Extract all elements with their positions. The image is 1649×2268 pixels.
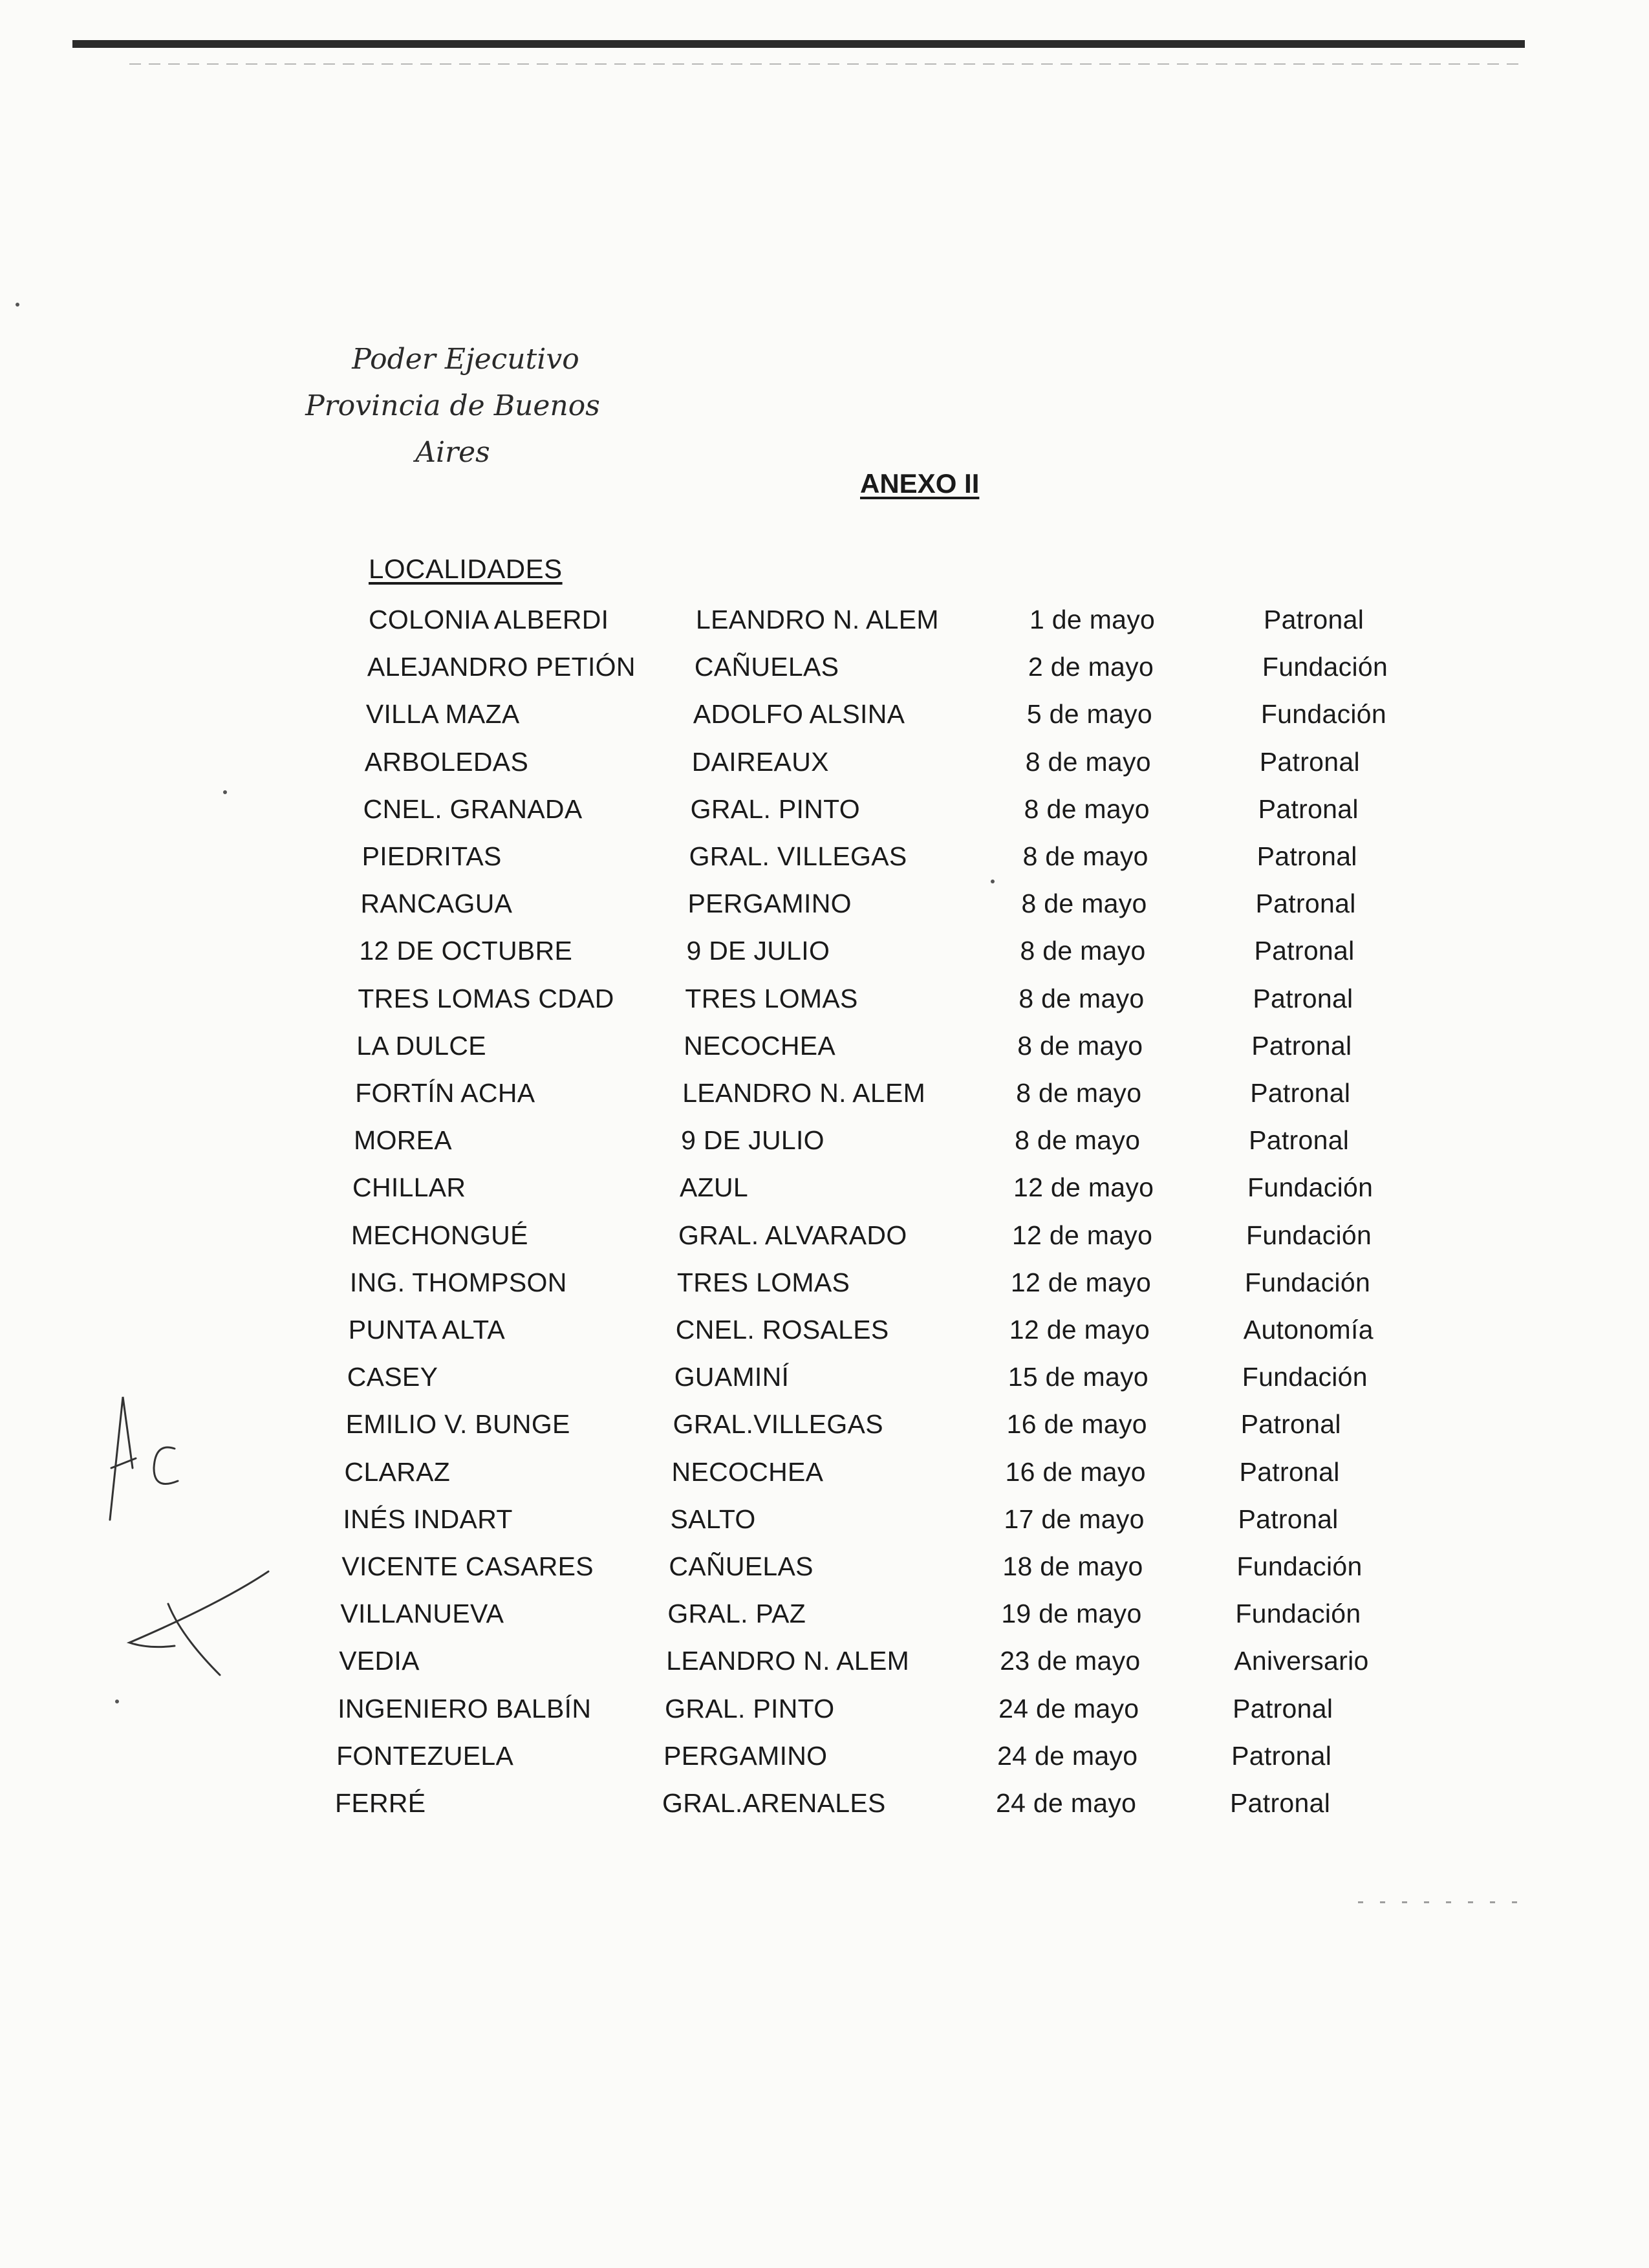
partido-cell: LEANDRO N. ALEM: [666, 1646, 910, 1676]
letterhead-line-1: Poder Ejecutivo: [352, 343, 579, 376]
localidad-cell: RANCAGUA: [360, 889, 513, 919]
motivo-cell: Patronal: [1250, 1078, 1351, 1108]
fecha-cell: 24 de mayo: [998, 1693, 1139, 1723]
table-row: [356, 1031, 1456, 1070]
motivo-cell: Fundación: [1236, 1551, 1363, 1581]
motivo-cell: Fundación: [1260, 699, 1386, 729]
fecha-cell: 8 de mayo: [1021, 889, 1147, 919]
localidad-cell: 12 DE OCTUBRE: [359, 936, 573, 966]
motivo-cell: Patronal: [1231, 1740, 1332, 1771]
fecha-cell: 12 de mayo: [1009, 1315, 1150, 1345]
motivo-cell: Patronal: [1239, 1456, 1340, 1487]
table-row: [346, 1409, 1445, 1448]
partido-cell: GRAL. PAZ: [667, 1599, 806, 1629]
partido-cell: NECOCHEA: [684, 1030, 836, 1061]
table-row: [355, 1078, 1454, 1117]
fecha-cell: 2 de mayo: [1028, 652, 1154, 682]
handwritten-tick-mark: [123, 1565, 272, 1681]
partido-cell: GRAL. ALVARADO: [678, 1220, 907, 1250]
motivo-cell: Patronal: [1254, 936, 1355, 966]
fecha-cell: 15 de mayo: [1008, 1362, 1148, 1392]
fecha-cell: 24 de mayo: [996, 1788, 1137, 1818]
motivo-cell: Patronal: [1264, 605, 1364, 634]
partido-cell: AZUL: [680, 1172, 749, 1203]
letterhead-line-2: Provincia de Buenos Aires: [305, 389, 600, 469]
table-row: [343, 1504, 1442, 1543]
table-row: [359, 936, 1458, 975]
motivo-cell: Patronal: [1251, 1030, 1352, 1061]
table-row: [341, 1551, 1441, 1590]
table-row: [352, 1172, 1452, 1211]
motivo-cell: Autonomía: [1243, 1315, 1374, 1345]
table-row: [340, 1599, 1439, 1637]
fecha-cell: 8 de mayo: [1022, 841, 1148, 871]
fecha-cell: 1 de mayo: [1029, 605, 1156, 634]
localidad-cell: ALEJANDRO PETIÓN: [367, 652, 636, 682]
localidad-cell: ING. THOMPSON: [349, 1267, 567, 1297]
motivo-cell: Patronal: [1255, 889, 1356, 919]
partido-cell: CNEL. ROSALES: [675, 1315, 889, 1345]
fecha-cell: 12 de mayo: [1013, 1172, 1154, 1203]
fecha-cell: 23 de mayo: [1000, 1646, 1141, 1676]
table-row: [349, 1315, 1448, 1354]
document-title: ANEXO II: [860, 468, 980, 499]
partido-cell: CAÑUELAS: [669, 1551, 814, 1581]
table-row: [358, 984, 1457, 1022]
partido-cell: CAÑUELAS: [694, 652, 839, 682]
fecha-cell: 8 de mayo: [1015, 1125, 1141, 1156]
partido-cell: PERGAMINO: [663, 1740, 828, 1771]
table-row: [345, 1457, 1444, 1496]
localidad-cell: MECHONGUÉ: [350, 1220, 528, 1250]
partido-cell: GRAL. VILLEGAS: [689, 841, 907, 871]
table-row: [361, 889, 1460, 927]
fecha-cell: 19 de mayo: [1001, 1599, 1142, 1629]
localidad-cell: MOREA: [354, 1125, 452, 1156]
fecha-cell: 18 de mayo: [1002, 1551, 1143, 1581]
motivo-cell: Patronal: [1233, 1693, 1333, 1723]
partido-cell: PERGAMINO: [687, 889, 852, 919]
motivo-cell: Patronal: [1249, 1125, 1350, 1156]
fecha-cell: 5 de mayo: [1026, 699, 1152, 729]
motivo-cell: Patronal: [1258, 794, 1359, 824]
scan-speck: [16, 303, 19, 307]
table-row: [351, 1220, 1450, 1259]
localidad-cell: COLONIA ALBERDI: [369, 605, 609, 634]
motivo-cell: Fundación: [1247, 1172, 1374, 1203]
motivo-cell: Fundación: [1244, 1267, 1371, 1297]
table-row: [354, 1125, 1453, 1164]
fecha-cell: 24 de mayo: [997, 1740, 1138, 1771]
fecha-cell: 16 de mayo: [1005, 1456, 1146, 1487]
localidad-cell: FERRÉ: [335, 1788, 426, 1818]
partido-cell: ADOLFO ALSINA: [693, 699, 905, 729]
fecha-cell: 8 de mayo: [1016, 1078, 1142, 1108]
partido-cell: LEANDRO N. ALEM: [682, 1078, 926, 1108]
localidad-cell: FORTÍN ACHA: [355, 1078, 535, 1108]
partido-cell: GRAL.ARENALES: [662, 1788, 886, 1818]
localidad-cell: PUNTA ALTA: [348, 1315, 506, 1345]
fecha-cell: 16 de mayo: [1006, 1409, 1147, 1440]
fecha-cell: 17 de mayo: [1004, 1504, 1145, 1534]
motivo-cell: Patronal: [1238, 1504, 1339, 1534]
partido-cell: TRES LOMAS: [685, 983, 858, 1013]
table-row: [365, 747, 1464, 786]
motivo-cell: Fundación: [1242, 1362, 1368, 1392]
partido-cell: 9 DE JULIO: [681, 1125, 824, 1156]
partido-cell: GRAL. PINTO: [690, 794, 860, 824]
scan-speck: [991, 880, 995, 883]
motivo-cell: Aniversario: [1234, 1646, 1369, 1676]
localidad-cell: VILLA MAZA: [365, 699, 520, 729]
localidad-cell: CASEY: [347, 1362, 438, 1392]
localidad-cell: PIEDRITAS: [361, 841, 502, 871]
table-row: [362, 841, 1461, 880]
motivo-cell: Patronal: [1230, 1788, 1331, 1818]
fecha-cell: 8 de mayo: [1024, 794, 1150, 824]
fecha-cell: 8 de mayo: [1018, 983, 1145, 1013]
partido-cell: 9 DE JULIO: [686, 936, 830, 966]
motivo-cell: Patronal: [1256, 841, 1357, 871]
motivo-cell: Patronal: [1253, 983, 1353, 1013]
table-row: [347, 1362, 1447, 1401]
motivo-cell: Fundación: [1262, 652, 1388, 682]
scan-speck: [115, 1700, 119, 1703]
partido-cell: GUAMINÍ: [674, 1362, 790, 1392]
partido-cell: DAIREAUX: [691, 746, 829, 777]
localidad-cell: VILLANUEVA: [340, 1599, 504, 1629]
localidad-cell: EMILIO V. BUNGE: [345, 1409, 570, 1440]
motivo-cell: Patronal: [1259, 746, 1360, 777]
localidad-cell: CLARAZ: [344, 1456, 451, 1487]
localidad-cell: INGENIERO BALBÍN: [338, 1693, 592, 1723]
partido-cell: GRAL. PINTO: [665, 1693, 835, 1723]
motivo-cell: Fundación: [1245, 1220, 1372, 1250]
table-row: [338, 1694, 1437, 1733]
localidad-cell: CHILLAR: [352, 1172, 466, 1203]
table-row: [339, 1646, 1438, 1685]
localidad-cell: VICENTE CASARES: [341, 1551, 594, 1581]
localidad-cell: ARBOLEDAS: [364, 746, 529, 777]
localidad-cell: FONTEZUELA: [336, 1740, 514, 1771]
table-row: [363, 794, 1463, 833]
column-header-localidades: LOCALIDADES: [369, 554, 563, 584]
table-row: [336, 1741, 1436, 1780]
table-row: [350, 1268, 1449, 1306]
motivo-cell: Patronal: [1240, 1409, 1341, 1440]
localidad-cell: TRES LOMAS CDAD: [358, 983, 614, 1013]
bottom-dotted-mark: [1358, 1901, 1526, 1903]
table-row: [335, 1788, 1434, 1827]
localidad-cell: LA DULCE: [356, 1030, 486, 1061]
table-row: [369, 605, 1468, 643]
partido-cell: GRAL.VILLEGAS: [673, 1409, 883, 1440]
partido-cell: NECOCHEA: [671, 1456, 824, 1487]
partido-cell: LEANDRO N. ALEM: [696, 605, 939, 634]
localidad-cell: INÉS INDART: [343, 1504, 513, 1534]
localidad-cell: CNEL. GRANADA: [363, 794, 583, 824]
fecha-cell: 8 de mayo: [1020, 936, 1146, 966]
table-row: [367, 652, 1467, 691]
partido-cell: SALTO: [670, 1504, 756, 1534]
partido-cell: TRES LOMAS: [676, 1267, 850, 1297]
localidad-cell: VEDIA: [339, 1646, 420, 1676]
handwritten-initials: [97, 1371, 207, 1526]
fecha-cell: 12 de mayo: [1010, 1267, 1152, 1297]
table-row: [366, 699, 1465, 738]
fecha-cell: 8 de mayo: [1025, 746, 1151, 777]
fecha-cell: 12 de mayo: [1011, 1220, 1153, 1250]
scan-speck: [223, 790, 227, 794]
motivo-cell: Fundación: [1235, 1599, 1361, 1629]
fecha-cell: 8 de mayo: [1017, 1030, 1143, 1061]
